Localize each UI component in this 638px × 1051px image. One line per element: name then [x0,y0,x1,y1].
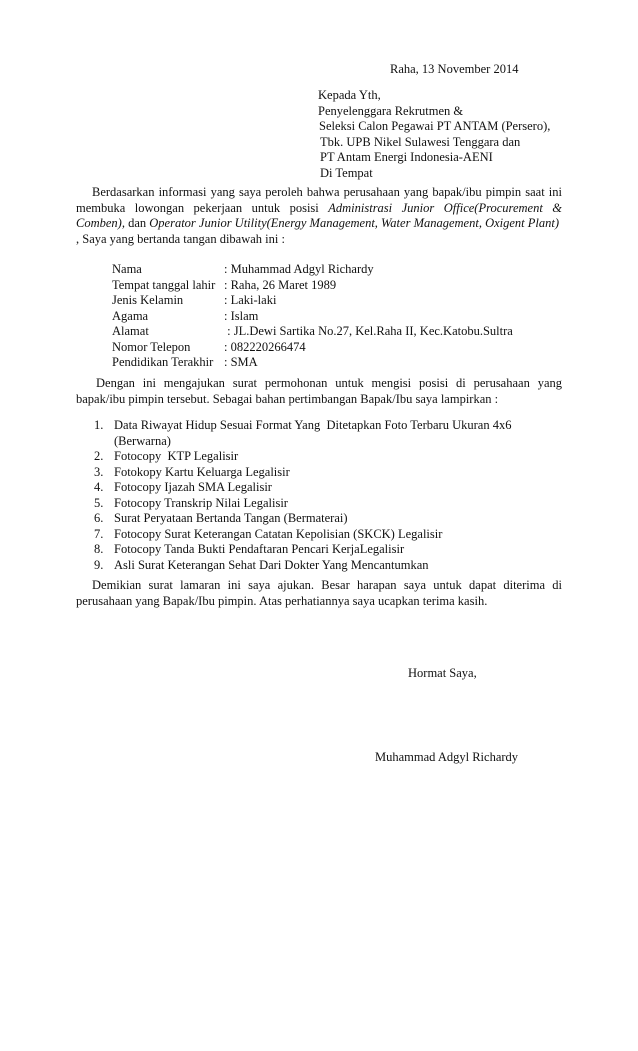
closing-paragraph [76,578,562,609]
position-1: Administrasi Junior Office(Procurement & Comben), [76,200,562,230]
identity-label: Nama [112,262,142,276]
identity-row [112,309,513,325]
identity-value: : Laki-laki [224,293,277,307]
identity-label: Nomor Telepon [112,339,191,354]
list-item-number: 5. [94,495,104,510]
list-item [94,418,534,449]
list-item-number: 9. [94,557,104,572]
list-item-text: Fotocopy KTP Legalisir [114,449,239,463]
identity-row [112,278,513,294]
identity-label: Jenis Kelamin [112,293,184,307]
list-item-number: 7. [94,526,104,541]
list-item-text: Fotokopy Kartu Keluarga Legalisir [114,464,290,479]
list-item [94,527,534,543]
list-item [94,465,534,481]
identity-row [112,262,513,278]
list-item [94,496,534,512]
recipient-line: Seleksi Calon Pegawai PT ANTAM (Persero), [319,119,551,133]
list-item-number: 2. [94,449,104,463]
list-item-number: 6. [94,511,104,525]
identity-table [112,262,513,371]
identity-label: Agama [112,308,149,323]
list-item-text: Data Riwayat Hidup Sesuai Format Yang Ditetapkan Foto Terbaru Ukuran 4x6 (Berwarna) [114,418,515,448]
list-item [94,511,534,527]
identity-row [112,324,513,340]
request-paragraph [76,376,562,407]
list-item-text: Fotocopy Transkrip Nilai Legalisir [114,495,288,510]
identity-row [112,340,513,356]
identity-label: Pendidikan Terakhir [112,355,214,369]
list-item-text: Fotocopy Surat Keterangan Catatan Kepolisian (SKCK) Legalisir [114,526,443,541]
identity-label: Alamat [112,324,149,338]
recipient-block [318,88,550,181]
recipient-line: Kepada Yth, [318,88,381,102]
identity-value: : 082220266474 [224,339,306,354]
recipient-line: Penyelenggara Rekrutmen & [318,103,464,118]
list-item-text: Asli Surat Keterangan Sehat Dari Dokter Yang Mencantumkan [114,557,429,572]
recipient-line: Tbk. UPB Nikel Sulawesi Tenggara dan [320,134,521,149]
opening-paragraph [76,185,562,247]
recipient-line: Di Tempat [320,165,373,180]
attachment-list [94,418,534,573]
identity-label: Tempat tanggal lahir [112,277,216,292]
recipient-line: PT Antam Energi Indonesia-AENI [320,150,493,164]
closing-paragraph-text: Demikian surat lamaran ini saya ajukan. Besar harapan saya untuk dapat diterima di perusahaan yang Bapak/Ibu pimpin. Atas perhatiannya saya ucapkan terima kasih. [76,578,562,608]
list-item-text: Fotocopy Tanda Bukti Pendaftaran Pencari KerjaLegalisir [114,542,405,556]
list-item-text: Fotocopy Ijazah SMA Legalisir [114,480,272,494]
list-item [94,558,534,574]
list-item [94,480,534,496]
opening-lead: Berdasarkan informasi yang saya peroleh bahwa perusahaan yang bapak/ibu pimpin saat ini membuka lowongan pekerjaan untuk posisi [76,185,562,215]
list-item-number: 8. [94,542,104,556]
list-item-number: 4. [94,480,104,494]
identity-row [112,355,513,371]
identity-value: : Raha, 26 Maret 1989 [224,277,337,292]
letter-date: Raha, 13 November 2014 [390,62,519,76]
position-2: Operator Junior Utility(Energy Management, Water Management, Oxigent Plant) [149,216,560,230]
list-item-text: Surat Peryataan Bertanda Tangan (Bermaterai) [114,511,348,525]
list-item [94,449,534,465]
identity-value: : JL.Dewi Sartika No.27, Kel.Raha II, Kec.Katobu.Sultra [224,324,513,338]
opening-tail: , Saya yang bertanda tangan dibawah ini : [76,231,285,246]
list-item-number: 1. [94,418,104,432]
identity-row [112,293,513,309]
request-text: Dengan ini mengajukan surat permohonan untuk mengisi posisi di perusahaan yang bapak/ibu pimpin tersebut. Sebagai bahan pertimbangan Bapak/Ibu saya lampirkan : [76,376,562,406]
identity-value: : SMA [224,355,258,369]
signature-name: Muhammad Adgyl Richardy [375,750,519,764]
closing-salutation: Hormat Saya, [408,666,477,680]
identity-value: : Islam [224,308,259,323]
identity-value: : Muhammad Adgyl Richardy [224,262,374,276]
list-item [94,542,534,558]
opening-connector: dan [124,216,150,230]
list-item-number: 3. [94,464,104,479]
